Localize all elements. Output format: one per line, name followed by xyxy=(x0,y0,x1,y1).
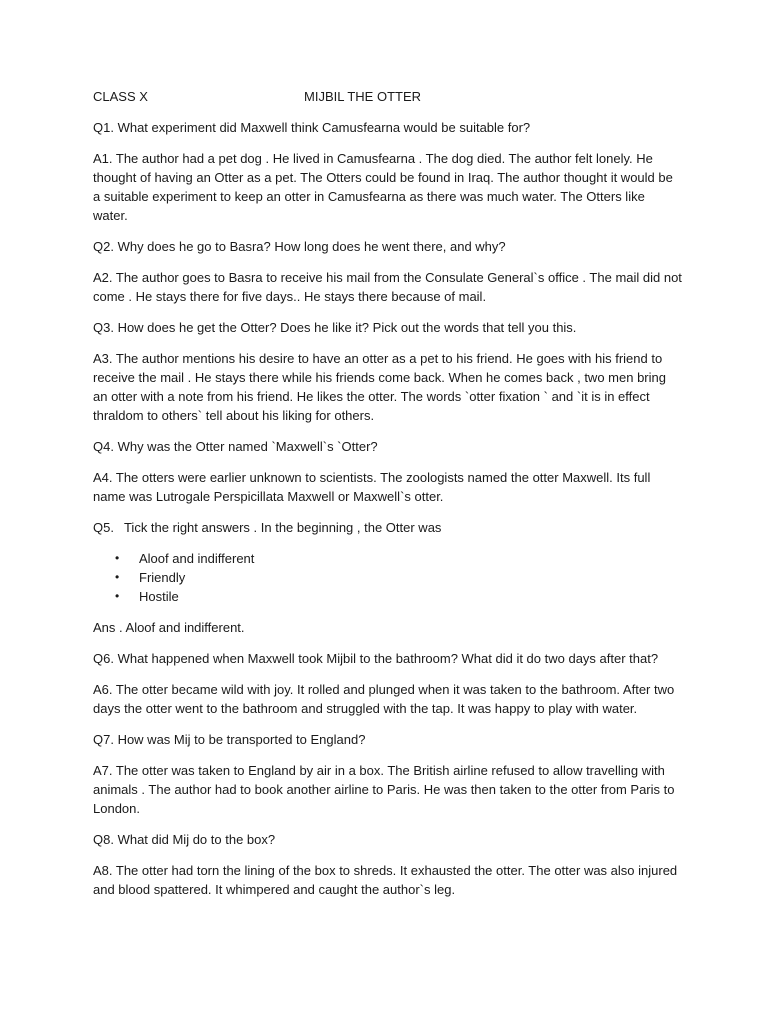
document-header xyxy=(93,87,683,106)
q5-options-list xyxy=(93,549,683,606)
question-3: Q3. How does he get the Otter? Does he like it? Pick out the words that tell you this. xyxy=(93,320,577,335)
question-5-text: Tick the right answers . In the beginning , the Otter was xyxy=(123,520,442,535)
document-page xyxy=(93,87,683,911)
list-item xyxy=(93,568,683,587)
question-5-number: Q5. xyxy=(93,520,114,535)
question-4: Q4. Why was the Otter named `Maxwell`s `Otter? xyxy=(93,439,378,454)
answer-7: A7. The otter was taken to England by air in a box. The British airline refused to allow travelling with animals . The author had to book another airline to Paris. He was then taken to the otter from Paris to London. xyxy=(93,763,675,816)
answer-1: A1. The author had a pet dog . He lived in Camusfearna . The dog died. The author felt lonely. He thought of having an Otter as a pet. The Otters could be found in Iraq. The author thought it would be a suitable experiment to keep an otter in Camusfearna as there was much water. The Otters like water. xyxy=(93,151,673,223)
answer-8: A8. The otter had torn the lining of the box to shreds. It exhausted the otter. The otter was also injured and blood spattered. It whimpered and caught the author`s leg. xyxy=(93,863,678,897)
question-2: Q2. Why does he go to Basra? How long does he went there, and why? xyxy=(93,239,506,254)
answer-3: A3. The author mentions his desire to have an otter as a pet to his friend. He goes with his friend to receive the mail . He stays there while his friends come back. When he comes back , two men bring an otter with a note from his friend. He likes the otter. The words `otter fixation ` and `it is in effect thraldom to others` tell about his liking for others. xyxy=(93,351,666,423)
answer-5: Ans . Aloof and indifferent. xyxy=(93,620,245,635)
question-1: Q1. What experiment did Maxwell think Camusfearna would be suitable for? xyxy=(93,120,531,135)
answer-4: A4. The otters were earlier unknown to scientists. The zoologists named the otter Maxwell. Its full name was Lutrogale Perspicillata Maxwell or Maxwell`s otter. xyxy=(93,470,651,504)
question-5 xyxy=(93,518,683,537)
bullet-icon: • xyxy=(115,589,120,603)
option-label: Aloof and indifferent xyxy=(139,551,255,566)
option-label: Friendly xyxy=(139,570,186,585)
question-6: Q6. What happened when Maxwell took Mijbil to the bathroom? What did it do two days after that? xyxy=(93,651,659,666)
answer-2: A2. The author goes to Basra to receive his mail from the Consulate General`s office . The mail did not come . He stays there for five days.. He stays there because of mail. xyxy=(93,270,682,304)
question-7: Q7. How was Mij to be transported to England? xyxy=(93,732,366,747)
answer-6: A6. The otter became wild with joy. It rolled and plunged when it was taken to the bathroom. After two days the otter went to the bathroom and struggled with the tap. It was happy to play with water. xyxy=(93,682,675,716)
class-label: CLASS X xyxy=(93,89,148,104)
document-title: MIJBIL THE OTTER xyxy=(304,89,422,104)
list-item xyxy=(93,587,683,606)
bullet-icon: • xyxy=(115,570,120,584)
question-8: Q8. What did Mij do to the box? xyxy=(93,832,276,847)
bullet-icon: • xyxy=(115,551,120,565)
option-label: Hostile xyxy=(139,589,179,604)
list-item xyxy=(93,549,683,568)
